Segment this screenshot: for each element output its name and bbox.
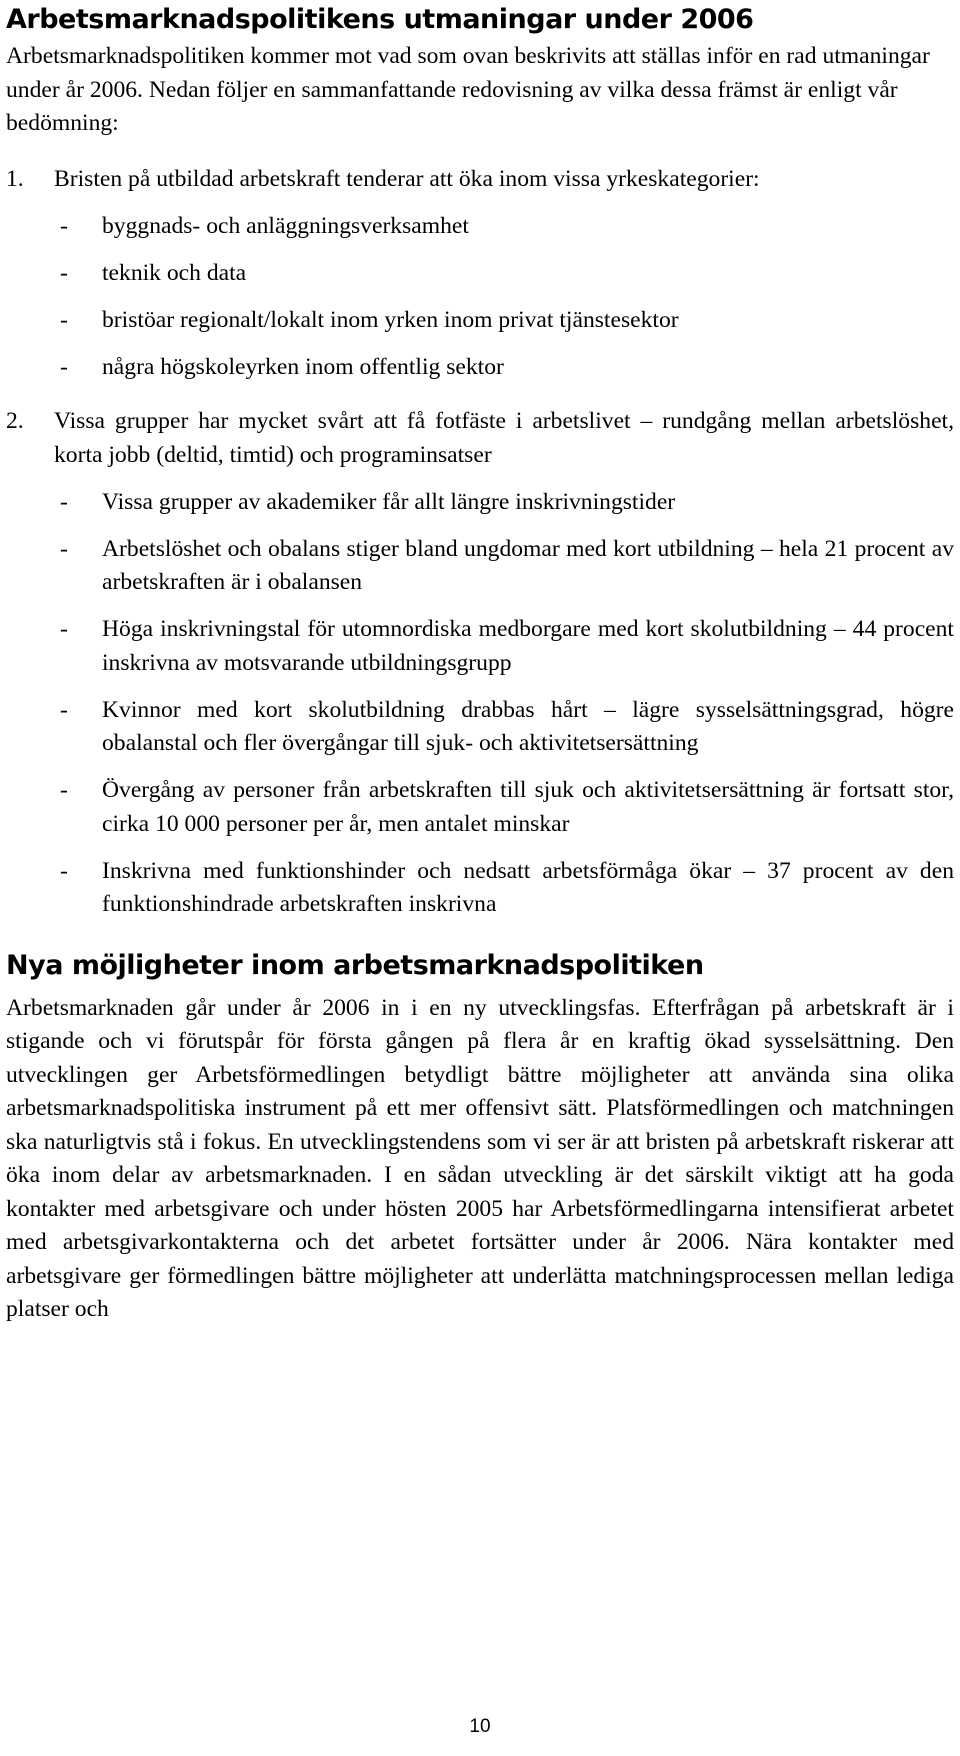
list-item [54,257,954,291]
challenge-text: Bristen på utbildad arbetskraft tenderar att öka inom vissa yrkeskategorier: [54,165,760,192]
page-number: 10 [469,1716,491,1737]
dash-marker: - [60,696,68,723]
list-item [54,855,954,922]
body-paragraph: Arbetsmarknaden går under år 2006 in i en ny utvecklingsfas. Efterfrågan på arbetskraft är i stigande och vi förutspår för första gången på flera år en kraftig ökad sysselsättning. Den utvecklingen ger Arbetsförmedlingen betydligt bättre möjligheter att använda sina olika arbetsmarknadspolitiska instrument på ett mer offensivt sätt. Platsförmedlingen och matchningen ska naturligtvis stå i fokus. En utvecklingstendens som vi ser är att bristen på arbetskraft riskerar att öka inom delar av arbetsmarknaden. I en sådan utveckling är det särskilt viktigt att ha goda kontakter med arbetsgivare och under hösten 2005 har Arbetsförmedlingarna intensifierat arbetet med arbetsgivarkontakterna och det arbetet fortsätter under år 2006. Nära kontakter med arbetsgivare ger förmedlingen bättre möjligheter att underlätta matchningsprocessen mellan lediga platser och [6,994,954,1322]
challenge-item-1 [6,163,954,385]
list-item [54,486,954,520]
intro-paragraph: Arbetsmarknadspolitiken kommer mot vad som ovan beskrivits att ställas inför en rad utmaningar under år 2006. Nedan följer en sammanfattande redovisning av vilka dessa främst är enligt vår bedömning: [6,43,930,136]
dash-marker: - [60,488,68,515]
list-item [54,304,954,338]
list-item-text: Arbetslöshet och obalans stiger bland ungdomar med kort utbildning – hela 21 procent av arbetskraften är i obalansen [102,535,954,595]
dash-marker: - [60,616,68,642]
list-item-text: Höga inskrivningstal för utomnordiska medborgare med kort skolutbildning – 44 procent inskrivna av motsvarande utbildningsgrupp [102,616,954,676]
sub-list [54,210,954,385]
list-item [54,533,954,600]
list-item [54,210,954,244]
dash-marker: - [60,259,68,286]
document-page [6,0,954,1327]
list-item-text: Kvinnor med kort skolutbildning drabbas hårt – lägre sysselsättningsgrad, högre obalanstal och fler övergångar till sjuk- och aktivitetsersättning [102,696,954,756]
challenge-item-2 [6,405,954,922]
dash-marker: - [60,777,68,803]
list-item-text: bristöar regionalt/lokalt inom yrken inom privat tjänstesektor [102,306,679,333]
item-number: 2. [6,408,24,434]
list-item-text: Inskrivna med funktionshinder och nedsatt arbetsförmåga ökar – 37 procent av den funktionshindrade arbetskraften inskrivna [102,857,954,917]
list-item-text: teknik och data [102,259,247,286]
dash-marker: - [60,857,68,884]
list-item-text: Övergång av personer från arbetskraften till sjuk och aktivitetsersättning är fortsatt stor, cirka 10 000 personer per år, men antalet minskar [102,777,954,837]
list-item-text: några högskoleyrken inom offentlig sektor [102,353,504,380]
sub-list [54,486,954,922]
item-number: 1. [6,165,24,192]
list-item-text: Vissa grupper av akademiker får allt längre inskrivningstider [102,488,676,515]
dash-marker: - [60,535,68,562]
dash-marker: - [60,306,68,333]
list-item [54,774,954,841]
section-heading-opportunities: Nya möjligheter inom arbetsmarknadspolitiken [6,949,704,981]
challenges-list [6,163,954,922]
dash-marker: - [60,353,68,380]
section-heading-challenges: Arbetsmarknadspolitikens utmaningar under 2006 [6,4,754,35]
list-item [54,694,954,761]
list-item [54,351,954,385]
challenge-text: Vissa grupper har mycket svårt att få fotfäste i arbetslivet – rundgång mellan arbetslöshet, korta jobb (deltid, timtid) och programinsatser [54,408,954,468]
list-item [54,613,954,680]
dash-marker: - [60,212,68,239]
list-item-text: byggnads- och anläggningsverksamhet [102,212,469,239]
